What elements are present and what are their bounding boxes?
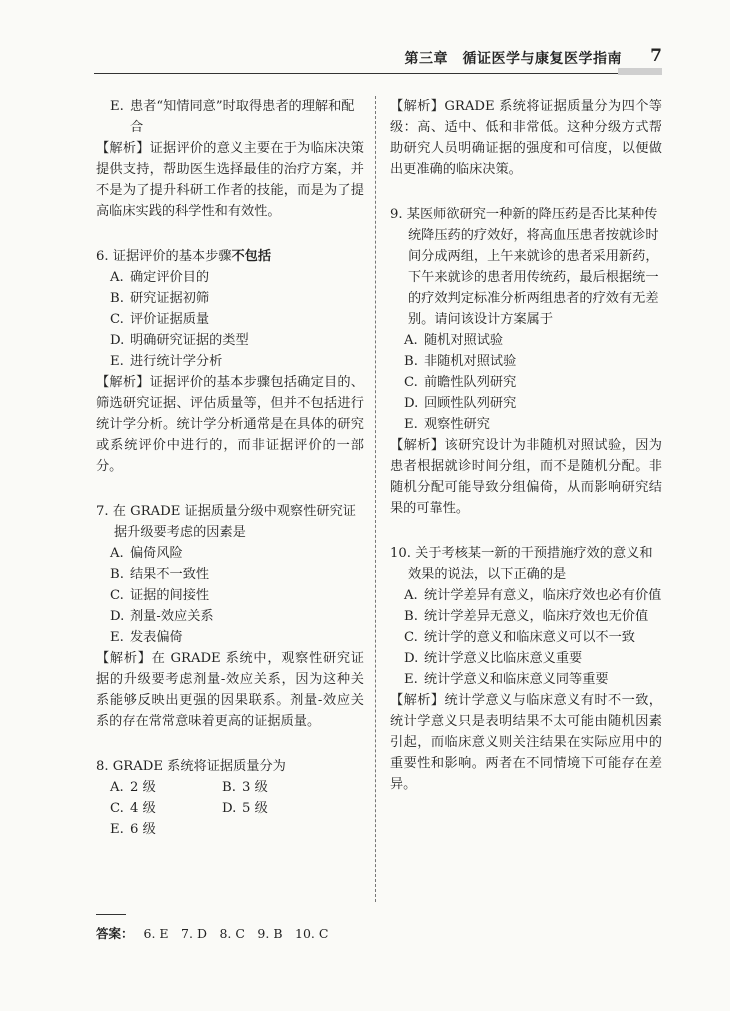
question-6-stem: 6. 证据评价的基本步骤不包括 [96, 249, 272, 264]
option: C. 4 级 [110, 801, 156, 816]
option: D. 剂量-效应关系 [110, 609, 214, 624]
option: A. 确定评价目的 [110, 270, 210, 285]
option: B. 非随机对照试验 [404, 354, 517, 369]
answer-key-text: 6. E 7. D 8. C 9. B 10. C [143, 926, 329, 941]
question-10-explanation: 【解析】统计学意义与临床意义有时不一致，统计学意义只是表明结果不太可能由随机因素引起，而临床意义则关注结果在实际应用中的重要性和影响。两者在不同情境下可能存在差异。 [390, 693, 662, 792]
option: A. 2 级 [110, 780, 156, 795]
option: E. 6 级 [110, 822, 156, 837]
option: E. 观察性研究 [404, 417, 490, 432]
question-9-explanation: 【解析】该研究设计为非随机对照试验，因为患者根据就诊时间分组，而不是随机分配。非随机分配可能导致分组偏倚，从而影响研究结果的可靠性。 [390, 438, 662, 516]
right-column [390, 96, 662, 795]
column-divider [375, 96, 376, 902]
option: D. 回顾性队列研究 [404, 396, 517, 411]
option: D. 5 级 [222, 801, 268, 816]
option: D. 统计学意义比临床意义重要 [404, 651, 583, 666]
option: C. 证据的间接性 [110, 588, 210, 603]
question-9-options [390, 330, 662, 435]
question-8-explanation: 【解析】GRADE 系统将证据质量分为四个等级：高、适中、低和非常低。这种分级方式帮助研究人员明确证据的强度和可信度，以便做出更准确的临床决策。 [390, 99, 662, 177]
option: C. 评价证据质量 [110, 312, 210, 327]
answer-key [96, 924, 328, 942]
left-column [96, 96, 364, 840]
question-10-stem: 10. 关于考核某一新的干预措施疗效的意义和效果的说法，以下正确的是 [390, 546, 653, 582]
page-header [94, 48, 662, 72]
question-9-stem: 9. 某医师欲研究一种新的降压药是否比某种传统降压药的疗效好，将高血压患者按就诊时间分成两组，上午来就诊的患者采用新药，下午来就诊的患者用传统药，最后根据统一的疗效判定标准分析两组患者的疗效有无差别。请问该设计方案属于 [390, 207, 659, 327]
option-e: E. 患者“知情同意”时取得患者的理解和配合 [110, 99, 355, 135]
option: B. 统计学差异无意义，临床疗效也无价值 [404, 609, 649, 624]
option: B. 结果不一致性 [110, 567, 210, 582]
option: E. 进行统计学分析 [110, 354, 223, 369]
question-7-explanation: 【解析】在 GRADE 系统中，观察性研究证据的升级要考虑剂量-效应关系，因为这种关系能够反映出更强的因果联系。剂量-效应关系的存在常常意味着更高的证据质量。 [96, 651, 364, 729]
chapter-title: 第三章 循证医学与康复医学指南 [404, 51, 622, 67]
header-accent-block [618, 68, 662, 75]
question-6-explanation: 【解析】证据评价的基本步骤包括确定目的、筛选研究证据、评估质量等，但并不包括进行统计学分析。统计学分析通常是在具体的研究或系统评价中进行的，而非证据评价的一部分。 [96, 375, 364, 474]
option: E. 统计学意义和临床意义同等重要 [404, 672, 609, 687]
question-8-stem: 8. GRADE 系统将证据质量分为 [96, 759, 286, 774]
question-8-options [96, 777, 364, 840]
option: A. 随机对照试验 [404, 333, 504, 348]
option: C. 前瞻性队列研究 [404, 375, 517, 390]
option: B. 3 级 [222, 780, 268, 795]
option: A. 偏倚风险 [110, 546, 183, 561]
question-10-options [390, 585, 662, 690]
footnote-rule [96, 914, 126, 915]
answer-key-label: 答案： [96, 926, 134, 941]
header-rule [94, 73, 662, 74]
page-number: 7 [650, 46, 662, 66]
option: B. 研究证据初筛 [110, 291, 210, 306]
question-6-options [96, 267, 364, 372]
option: C. 统计学的意义和临床意义可以不一致 [404, 630, 635, 645]
option: A. 统计学差异有意义，临床疗效也必有价值 [404, 588, 662, 603]
question-7-options [96, 543, 364, 648]
option: D. 明确研究证据的类型 [110, 333, 249, 348]
question-7-stem: 7. 在 GRADE 证据质量分级中观察性研究证据升级要考虑的因素是 [96, 504, 356, 540]
option: E. 发表偏倚 [110, 630, 183, 645]
explanation: 【解析】证据评价的意义主要在于为临床决策提供支持，帮助医生选择最佳的治疗方案，并不是为了提升科研工作者的技能，而是为了提高临床实践的科学性和有效性。 [96, 141, 364, 219]
